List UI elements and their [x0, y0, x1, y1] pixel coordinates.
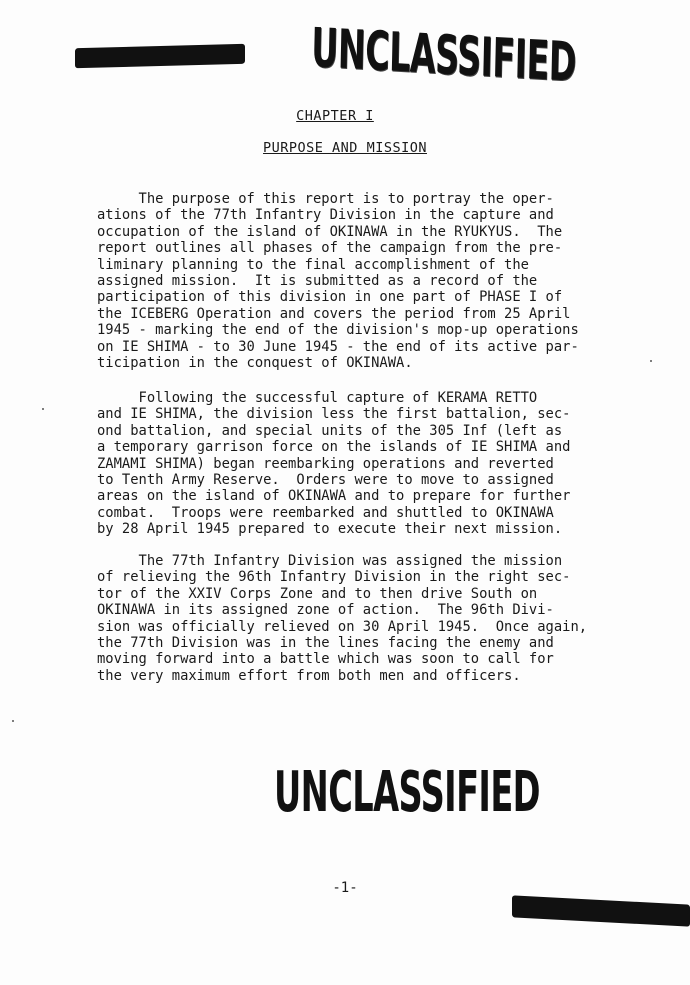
text-line: participation of this division in one part of PHASE I of: [97, 289, 563, 306]
text-line: The 77th Infantry Division was assigned the mission: [97, 553, 563, 569]
text-line: sion was officially relieved on 30 April 1945. Once again,: [97, 618, 588, 635]
text-line: by 28 April 1945 prepared to execute their next mission.: [97, 521, 563, 538]
redaction-bar-top: [75, 44, 245, 68]
text-line: on IE SHIMA - to 30 June 1945 - the end of its active par-: [97, 338, 579, 355]
text-line: moving forward into a battle which was soon to call for: [97, 651, 554, 668]
scan-speck: [42, 408, 44, 410]
text-line: report outlines all phases of the campaign from the pre-: [97, 240, 563, 257]
text-line: a temporary garrison force on the islands of IE SHIMA and: [97, 439, 571, 456]
text-line: the ICEBERG Operation and covers the period from 25 April: [97, 305, 571, 322]
text-line: ticipation in the conquest of OKINAWA.: [97, 355, 413, 372]
page-number: -1-: [332, 880, 358, 896]
text-line: Following the successful capture of KERAMA RETTO: [97, 390, 538, 406]
scan-speck: [650, 360, 652, 362]
redaction-bar-bottom: [512, 895, 690, 926]
text-line: ZAMAMI SHIMA) began reembarking operations and reverted: [97, 455, 554, 472]
chapter-heading: CHAPTER I: [296, 108, 374, 124]
text-line: the very maximum effort from both men and officers.: [97, 667, 521, 684]
paragraph-purpose: [97, 191, 677, 371]
text-line: ond battalion, and special units of the 305 Inf (left as: [97, 422, 563, 439]
scan-speck: [12, 720, 14, 722]
text-line: to Tenth Army Reserve. Orders were to move to assigned: [97, 472, 554, 489]
paragraph-reembarking: [97, 390, 677, 538]
text-line: combat. Troops were reembarked and shuttled to OKINAWA: [97, 504, 554, 521]
text-line: and IE SHIMA, the division less the first battalion, sec-: [97, 406, 571, 423]
text-line: occupation of the island of OKINAWA in the RYUKYUS. The: [97, 223, 563, 240]
text-line: areas on the island of OKINAWA and to prepare for further: [97, 488, 571, 505]
text-line: OKINAWA in its assigned zone of action. The 96th Divi-: [97, 602, 554, 619]
text-line: the 77th Division was in the lines facing the enemy and: [97, 635, 554, 652]
text-line: ations of the 77th Infantry Division in the capture and: [97, 207, 554, 224]
text-line: of relieving the 96th Infantry Division in the right sec-: [97, 569, 571, 586]
text-line: liminary planning to the final accomplishment of the: [97, 256, 529, 273]
unclassified-stamp-bottom: UNCLASSIFIED: [274, 760, 540, 825]
text-line: tor of the XXIV Corps Zone and to then drive South on: [97, 585, 538, 602]
text-line: The purpose of this report is to portray the oper-: [97, 191, 554, 207]
paragraph-mission: [97, 553, 677, 684]
text-line: assigned mission. It is submitted as a record of the: [97, 273, 538, 290]
section-title: PURPOSE AND MISSION: [263, 140, 427, 156]
text-line: 1945 - marking the end of the division's mop-up operations: [97, 322, 579, 339]
unclassified-stamp-top: UNCLASSIFIED: [310, 16, 577, 94]
